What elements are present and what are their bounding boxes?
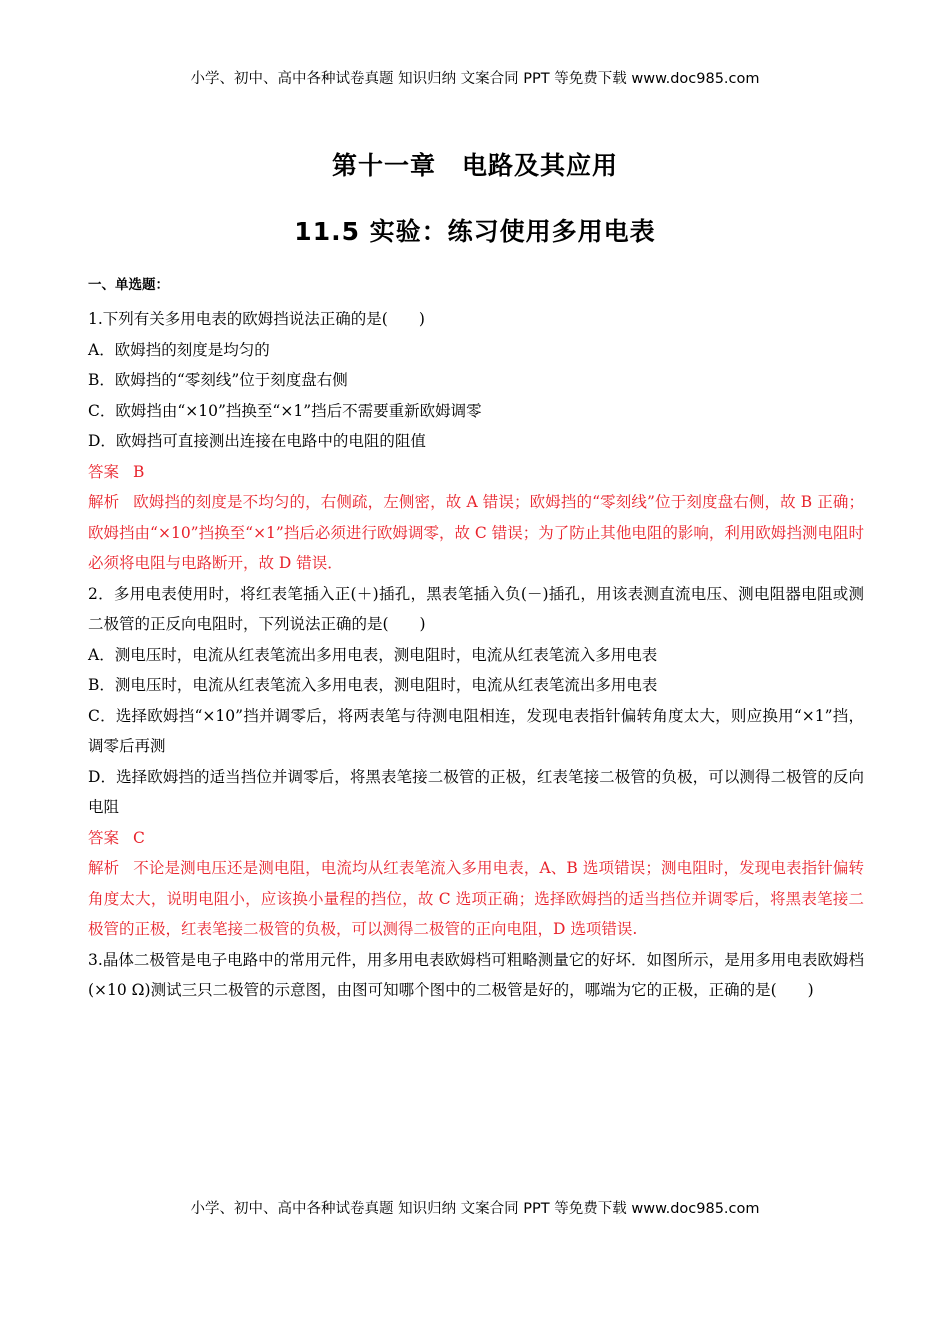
q1-option-a: A．欧姆挡的刻度是均匀的 xyxy=(88,340,270,359)
page-footer: 小学、初中、高中各种试卷真题 知识归纳 文案合同 PPT 等免费下载 www.doc985.com xyxy=(190,1201,760,1217)
q1-answer xyxy=(88,457,864,488)
q1-stem: 1.下列有关多用电表的欧姆挡说法正确的是( ) xyxy=(88,310,425,328)
q2-answer xyxy=(88,823,864,854)
q2-option-c: C．选择欧姆挡“×10”挡并调零后，将两表笔与待测电阻相连，发现电表指针偏转角度太大，则应换用“×1”挡，调零后再测 xyxy=(88,706,864,755)
q2-answer-value: C xyxy=(133,828,145,847)
q1-analysis-label: 解析 xyxy=(88,493,120,511)
q1-analysis xyxy=(88,487,864,579)
q2-stem: 2．多用电表使用时，将红表笔插入正(＋)插孔，黑表笔插入负(－)插孔，用该表测直流电压、测电阻器电阻或测二极管的正反向电阻时，下列说法正确的是( ) xyxy=(88,584,864,633)
q1-option-b: B．欧姆挡的“零刻线”位于刻度盘右侧 xyxy=(88,371,348,389)
q1-answer-label: 答案 xyxy=(88,462,120,481)
q2-analysis xyxy=(88,853,864,945)
page-header: 小学、初中、高中各种试卷真题 知识归纳 文案合同 PPT 等免费下载 www.doc985.com xyxy=(190,71,760,87)
q1-option-d: D．欧姆挡可直接测出连接在电路中的电阻的阻值 xyxy=(88,432,426,450)
section-heading: 一、单选题： xyxy=(88,277,169,293)
q2-option-a: A．测电压时，电流从红表笔流出多用电表，测电阻时，电流从红表笔流入多用电表 xyxy=(88,645,658,664)
q2-option-b: B．测电压时，电流从红表笔流入多用电表，测电阻时，电流从红表笔流出多用电表 xyxy=(88,676,658,694)
q1-answer-value: B xyxy=(133,462,145,481)
q2-analysis-label: 解析 xyxy=(88,859,120,877)
section-title: 11.5 实验：练习使用多用电表 xyxy=(294,217,656,246)
q1-option-c: C．欧姆挡由“×10”挡换至“×1”挡后不需要重新欧姆调零 xyxy=(88,401,482,420)
question-content xyxy=(88,274,864,1006)
q2-answer-label: 答案 xyxy=(88,828,120,847)
q2-option-d: D．选择欧姆挡的适当挡位并调零后，将黑表笔接二极管的正极，红表笔接二极管的负极，可以测得二极管的反向电阻 xyxy=(88,767,864,816)
q1-analysis-text: 欧姆挡的刻度是不均匀的，右侧疏，左侧密，故 A 错误；欧姆挡的“零刻线”位于刻度盘右侧，故 B 正确；欧姆挡由“×10”挡换至“×1”挡后必须进行欧姆调零，故 C 错误；为了防止其他电阻的影响，利用欧姆挡测电阻时必须将电阻与电路断开，故 D 错误． xyxy=(88,493,864,572)
q3-stem: 3.晶体二极管是电子电路中的常用元件，用多用电表欧姆档可粗略测量它的好坏．如图所示，是用多用电表欧姆档(×10 Ω)测试三只二极管的示意图，由图可知哪个图中的二极管是好的，哪端为它的正极，正确的是( ) xyxy=(88,950,864,999)
q2-analysis-text: 不论是测电压还是测电阻，电流均从红表笔流入多用电表，A、B 选项错误；测电阻时，发现电表指针偏转角度太大，说明电阻小，应该换小量程的挡位，故 C 选项正确；选择欧姆挡的适当挡位并调零后，将黑表笔接二极管的正极，红表笔接二极管的负极，可以测得二极管的正向电阻，D 选项错误. xyxy=(88,859,864,938)
chapter-title: 第十一章 电路及其应用 xyxy=(331,151,618,180)
